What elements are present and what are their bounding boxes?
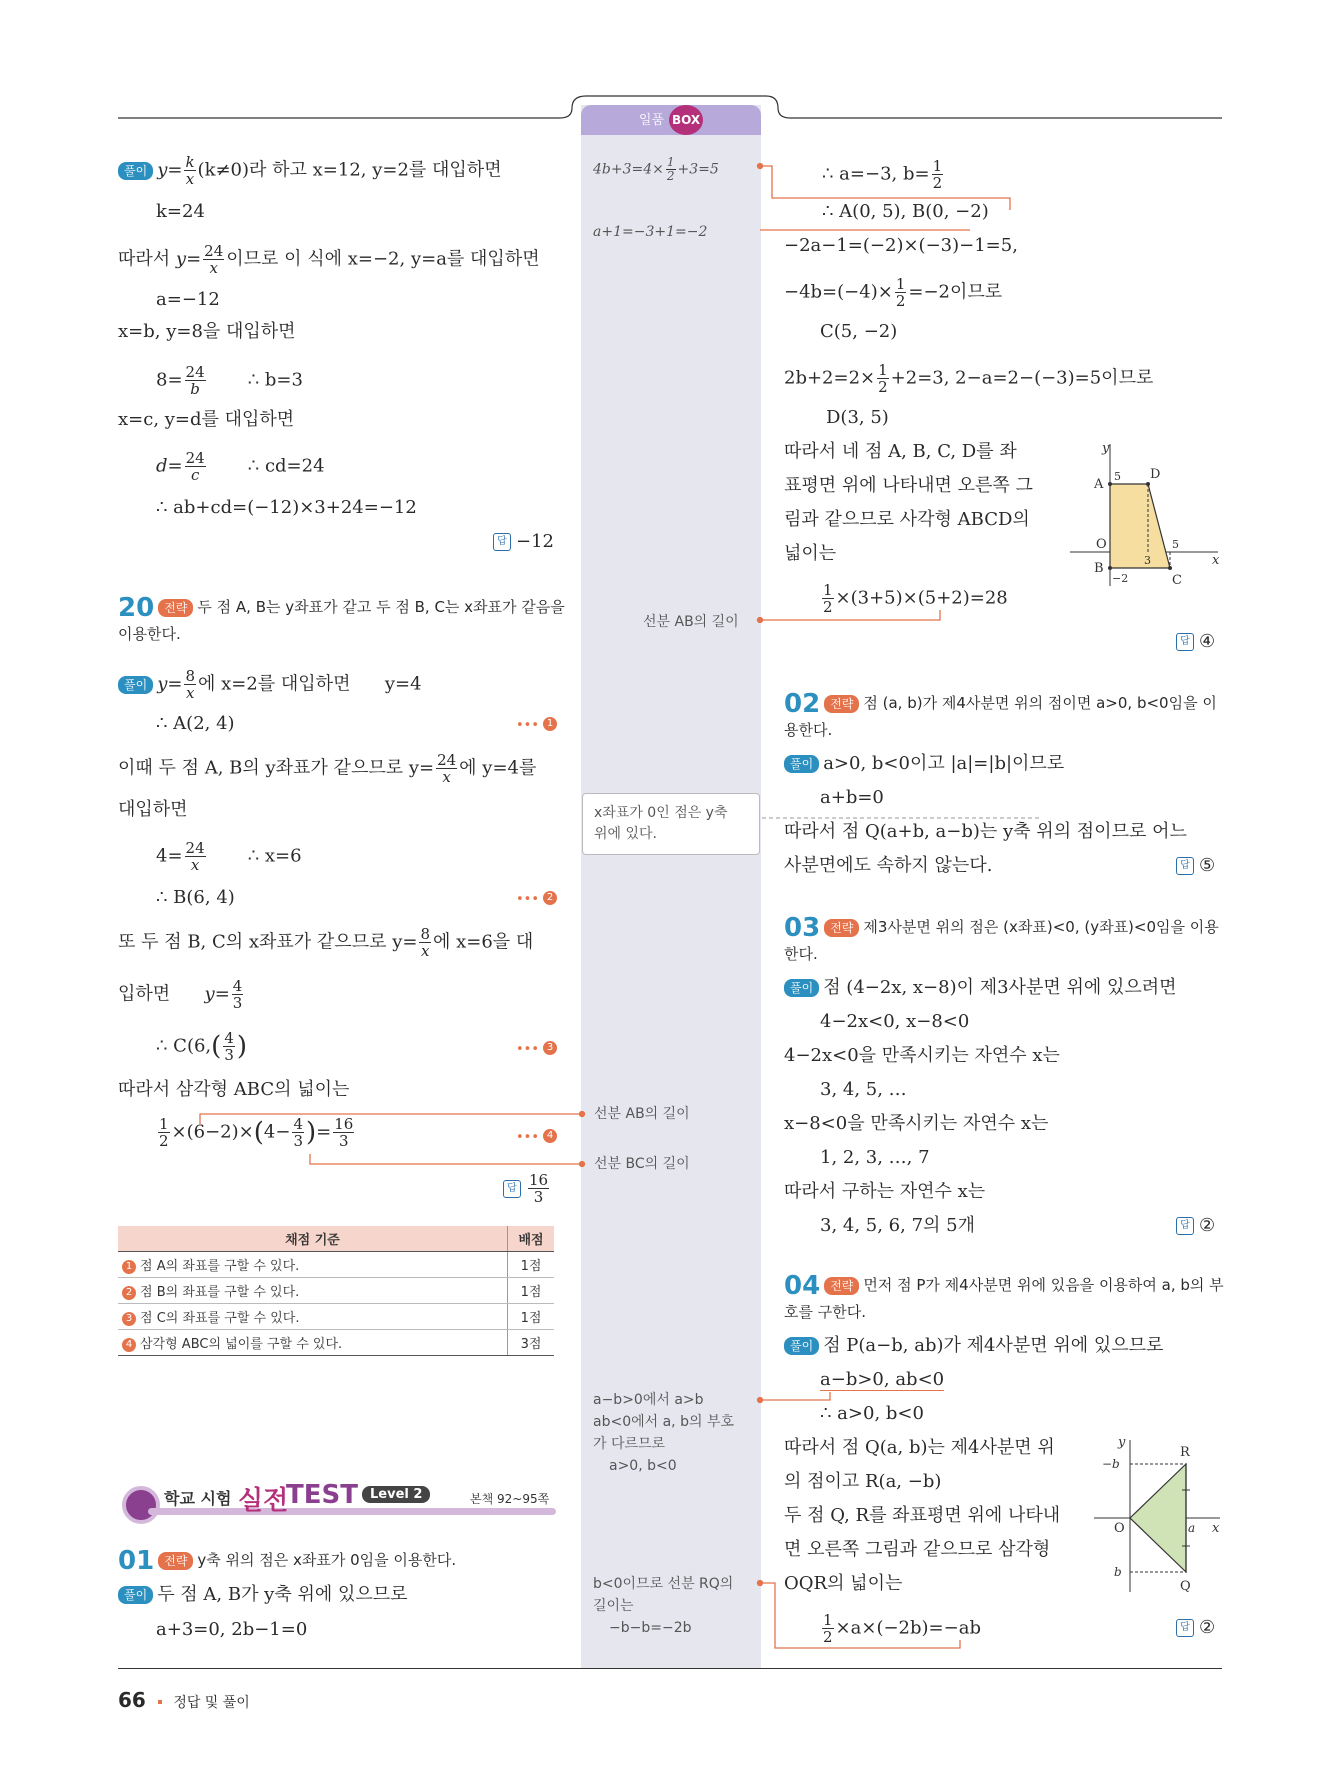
q04-number: 04 — [784, 1270, 821, 1301]
q02-line-2: a+b=0 — [820, 787, 884, 808]
table-row: 2 점 B의 좌표를 구할 수 있다. 1점 — [118, 1278, 554, 1304]
q20-marker-2: ••• 2 — [516, 886, 557, 912]
box-note-4a: x좌표가 0인 점은 y축 — [594, 805, 728, 821]
banner-title-1: 실전 — [238, 1486, 289, 1516]
q20-line-6: ∴ B(6, 4) — [156, 887, 235, 908]
box-note-6: 선분 BC의 길이 — [594, 1156, 690, 1172]
fig2-label: −b — [1102, 1457, 1120, 1471]
fig1-label: D — [1150, 467, 1161, 482]
table-row: 3 점 C의 좌표를 구할 수 있다. 1점 — [118, 1304, 554, 1330]
q20-line-9: ∴ C(6,( $\frac{4}{3}$ ) — [156, 1029, 248, 1064]
q19-line-6: 8= $\frac{24}{b}$ ∴ b=3 — [156, 363, 303, 398]
q20-answer: 답 $\frac{16}{3}$ — [503, 1172, 551, 1205]
q04-line-9: $\frac{1}{2}$ ×a×(−2b)=−ab — [823, 1611, 981, 1646]
q04-line-1: 풀이 점 P(a−b, ab)가 제4사분면 위에 있으므로 — [784, 1334, 1163, 1358]
q03-strategy: 03 전략 제3사분면 위의 점은 (x좌표)<0, (y좌표)<0임을 이용한다. — [784, 912, 1219, 963]
fig2-label: y — [1118, 1435, 1126, 1450]
fig2-label: x — [1212, 1521, 1220, 1536]
footer — [118, 1688, 250, 1712]
q03-answer: 답 ② — [1176, 1214, 1215, 1238]
box-note-1: 4b+3=4× $\frac{1}{2}$ +3=5 — [593, 155, 719, 183]
q04-line-3: ∴ a>0, b<0 — [820, 1403, 924, 1424]
q19-line-4: a=−12 — [156, 289, 220, 310]
q19-line-7: x=c, y=d를 대입하면 — [118, 409, 295, 430]
solution-tag: 풀이 — [784, 1337, 819, 1355]
solution-tag: 풀이 — [784, 979, 819, 997]
grading-header-criteria: 채점 기준 — [118, 1226, 508, 1252]
q20-line-11: $\frac{1}{2}$ ×(6−2)×(4− $\frac{4}{3}$ )= $\frac{16}{3}$ — [159, 1115, 354, 1150]
q20-line-7: 또 두 점 B, C의 x좌표가 같으므로 y= $\frac{8}{x}$ 에 x=6을 대 — [118, 925, 534, 960]
r-line-7: D(3, 5) — [826, 407, 889, 428]
q20-line-1: 풀이 y= $\frac{8}{x}$ 에 x=2를 대입하면 y=4 — [118, 668, 422, 701]
r-line-3: −2a−1=(−2)×(−3)−1=5, — [784, 235, 1018, 256]
box-note-8b: 길이는 — [593, 1598, 634, 1614]
fig1-label: 5 — [1172, 538, 1179, 551]
footer-rule — [118, 1668, 1222, 1669]
box-note-7d: a>0, b<0 — [609, 1458, 677, 1474]
fig2-label: R — [1180, 1445, 1190, 1460]
fig1-label: B — [1094, 561, 1104, 576]
strategy-tag: 전략 — [158, 1552, 193, 1570]
q02-strategy: 02 전략 점 (a, b)가 제4사분면 위의 점이면 a>0, b<0임을 이용한다. — [784, 688, 1217, 739]
banner-title-2: TEST — [286, 1480, 358, 1510]
q20-marker-4: ••• 4 — [516, 1124, 557, 1150]
table-row: 1 점 A의 좌표를 구할 수 있다. 1점 — [118, 1252, 554, 1278]
box-note-5: 선분 AB의 길이 — [594, 1106, 690, 1122]
fig2-label: Q — [1180, 1579, 1191, 1594]
q02-line-4: 사분면에도 속하지 않는다. — [784, 855, 993, 876]
box-note-7b: ab<0에서 a, b의 부호 — [593, 1414, 734, 1430]
q03-line-3: 4−2x<0을 만족시키는 자연수 x는 — [784, 1045, 1060, 1066]
page-number: 66 — [118, 1688, 146, 1712]
fig2-label: b — [1114, 1565, 1122, 1579]
q20-line-5: 4= $\frac{24}{x}$ ∴ x=6 — [156, 839, 302, 874]
box-note-7a: a−b>0에서 a>b — [593, 1392, 704, 1408]
q04-line-8: OQR의 넓이는 — [784, 1573, 903, 1594]
answer-key-icon: 답 — [493, 533, 511, 551]
strategy-tag: 전략 — [158, 599, 193, 617]
fig1-label: y — [1102, 441, 1110, 456]
figure-quadrilateral — [1068, 440, 1228, 588]
section-title: 정답 및 풀이 — [173, 1695, 250, 1711]
answer-key-icon: 답 — [1176, 1619, 1194, 1637]
fig2-label: O — [1114, 1521, 1125, 1536]
fig1-label: C — [1172, 573, 1182, 588]
fig1-label: x — [1212, 553, 1220, 568]
answer-key-icon: 답 — [503, 1180, 521, 1198]
test-banner — [118, 1480, 556, 1520]
fig2-label: a — [1188, 1521, 1196, 1535]
q02-line-1: 풀이 a>0, b<0이고 |a|=|b|이므로 — [784, 752, 1064, 776]
r-line-6: 2b+2=2× $\frac{1}{2}$ +2=3, 2−a=2−(−3)=5이므로 — [784, 361, 1154, 396]
banner-pages: 본책 92~95쪽 — [470, 1492, 550, 1506]
q04-answer: 답 ② — [1176, 1616, 1215, 1640]
q04-line-2: a−b>0, ab<0 — [820, 1369, 945, 1390]
box-header-badge: BOX — [669, 105, 703, 135]
answer-key-icon: 답 — [1176, 1217, 1194, 1235]
q19-line-1: 풀이 y= $\frac{k}{x}$ (k≠0)라 하고 x=12, y=2를 대입하면 — [118, 154, 502, 187]
q19-answer: 답 −12 — [493, 530, 554, 554]
q03-line-8: 3, 4, 5, 6, 7의 5개 — [820, 1215, 975, 1236]
table-row: 4 삼각형 ABC의 넓이를 구할 수 있다. 3점 — [118, 1330, 554, 1356]
q03-line-5: x−8<0을 만족시키는 자연수 x는 — [784, 1113, 1049, 1134]
box-note-3: 선분 AB의 길이 — [643, 614, 739, 630]
strategy-tag: 전략 — [824, 919, 859, 937]
q01-line-2: a+3=0, 2b−1=0 — [156, 1619, 308, 1640]
solution-tag: 풀이 — [118, 1586, 153, 1604]
q03-line-1: 풀이 점 (4−2x, x−8)이 제3사분면 위에 있으려면 — [784, 976, 1177, 1000]
q19-line-2: k=24 — [156, 201, 205, 222]
q19-line-8: d= $\frac{24}{c}$ ∴ cd=24 — [156, 449, 325, 484]
banner-prefix: 학교 시험 — [164, 1489, 232, 1508]
q03-line-4: 3, 4, 5, … — [820, 1079, 907, 1100]
q20-number: 20 — [118, 592, 155, 623]
q01-answer: 답 ④ — [1176, 630, 1215, 654]
answer-key-icon: 답 — [1176, 633, 1194, 651]
q03-line-6: 1, 2, 3, …, 7 — [820, 1147, 930, 1168]
fig1-label: A — [1094, 477, 1104, 492]
r-line-11: 넓이는 — [784, 543, 837, 564]
q20-marker-1: ••• 1 — [516, 712, 557, 738]
r-line-8: 따라서 네 점 A, B, C, D를 좌 — [784, 441, 1017, 462]
q20-line-3: 이때 두 점 A, B의 y좌표가 같으므로 y= $\frac{24}{x}$ 에 y=4를 — [118, 751, 537, 786]
r-line-9: 표평면 위에 나타내면 오른쪽 그 — [784, 475, 1033, 496]
box-note-8c: −b−b=−2b — [609, 1620, 692, 1636]
q01-strategy: 01 전략 y축 위의 점은 x좌표가 0임을 이용한다. — [118, 1545, 457, 1576]
box-note-7c: 가 다르므로 — [593, 1436, 666, 1452]
q20-line-10: 따라서 삼각형 ABC의 넓이는 — [118, 1079, 350, 1100]
q03-line-7: 따라서 구하는 자연수 x는 — [784, 1181, 986, 1202]
figure-triangle — [1092, 1434, 1228, 1594]
fig1-label: −2 — [1112, 572, 1129, 585]
q04-line-7: 면 오른쪽 그림과 같으므로 삼각형 — [784, 1539, 1051, 1560]
solution-tag: 풀이 — [784, 755, 819, 773]
q19-line-3: 따라서 y= $\frac{24}{x}$ 이므로 이 식에 x=−2, y=a를 대입하면 — [118, 242, 540, 277]
fig1-label: 5 — [1114, 470, 1121, 483]
fig1-label: O — [1096, 537, 1107, 552]
q19-line-5: x=b, y=8을 대입하면 — [118, 321, 296, 342]
q20-line-4: 대입하면 — [118, 799, 188, 820]
grading-header-points: 배점 — [508, 1226, 555, 1252]
q03-line-2: 4−2x<0, x−8<0 — [820, 1011, 970, 1032]
q20-line-8: 입하면 y= $\frac{4}{3}$ — [118, 977, 243, 1012]
q01-number: 01 — [118, 1545, 155, 1576]
box-note-2: a+1=−3+1=−2 — [593, 224, 708, 240]
q04-line-5: 의 점이고 R(a, −b) — [784, 1471, 942, 1492]
box-note-8a: b<0이므로 선분 RQ의 — [593, 1576, 734, 1592]
q20-line-2: ∴ A(2, 4) — [156, 713, 235, 734]
q04-line-4: 따라서 점 Q(a, b)는 제4사분면 위 — [784, 1437, 1055, 1458]
solution-tag: 풀이 — [118, 162, 153, 180]
r-line-12: $\frac{1}{2}$ ×(3+5)×(5+2)=28 — [823, 581, 1008, 616]
answer-key-icon: 답 — [1176, 857, 1194, 875]
q02-answer: 답 ⑤ — [1176, 854, 1215, 878]
r-line-1: ∴ a=−3, b= $\frac{1}{2}$ — [822, 157, 943, 192]
q02-number: 02 — [784, 688, 821, 719]
r-line-4: −4b=(−4)× $\frac{1}{2}$ =−2이므로 — [784, 275, 1003, 310]
box-note-4b: 위에 있다. — [594, 826, 657, 842]
q20-marker-3: ••• 3 — [516, 1036, 557, 1062]
q19-line-9: ∴ ab+cd=(−12)×3+24=−12 — [156, 497, 417, 518]
q01-line-1: 풀이 두 점 A, B가 y축 위에 있으므로 — [118, 1583, 408, 1607]
solution-tag: 풀이 — [118, 676, 153, 694]
q04-strategy: 04 전략 먼저 점 P가 제4사분면 위에 있음을 이용하여 a, b의 부호를 구한다. — [784, 1270, 1224, 1321]
q03-number: 03 — [784, 912, 821, 943]
r-line-5: C(5, −2) — [820, 321, 898, 342]
grading-table — [118, 1226, 554, 1356]
q02-line-3: 따라서 점 Q(a+b, a−b)는 y축 위의 점이므로 어느 — [784, 821, 1187, 842]
strategy-tag: 전략 — [824, 1277, 859, 1295]
fig1-label: 3 — [1144, 554, 1151, 567]
r-line-10: 림과 같으므로 사각형 ABCD의 — [784, 509, 1030, 530]
box-header-label: 일품 — [638, 113, 665, 128]
strategy-tag: 전략 — [824, 695, 859, 713]
q20-strategy: 20 전략 두 점 A, B는 y좌표가 같고 두 점 B, C는 x좌표가 같음을 이용한다. — [118, 592, 565, 643]
q04-line-6: 두 점 Q, R를 좌표평면 위에 나타내 — [784, 1505, 1061, 1526]
banner-level: Level 2 — [362, 1486, 430, 1503]
r-line-2: ∴ A(0, 5), B(0, −2) — [822, 201, 989, 222]
